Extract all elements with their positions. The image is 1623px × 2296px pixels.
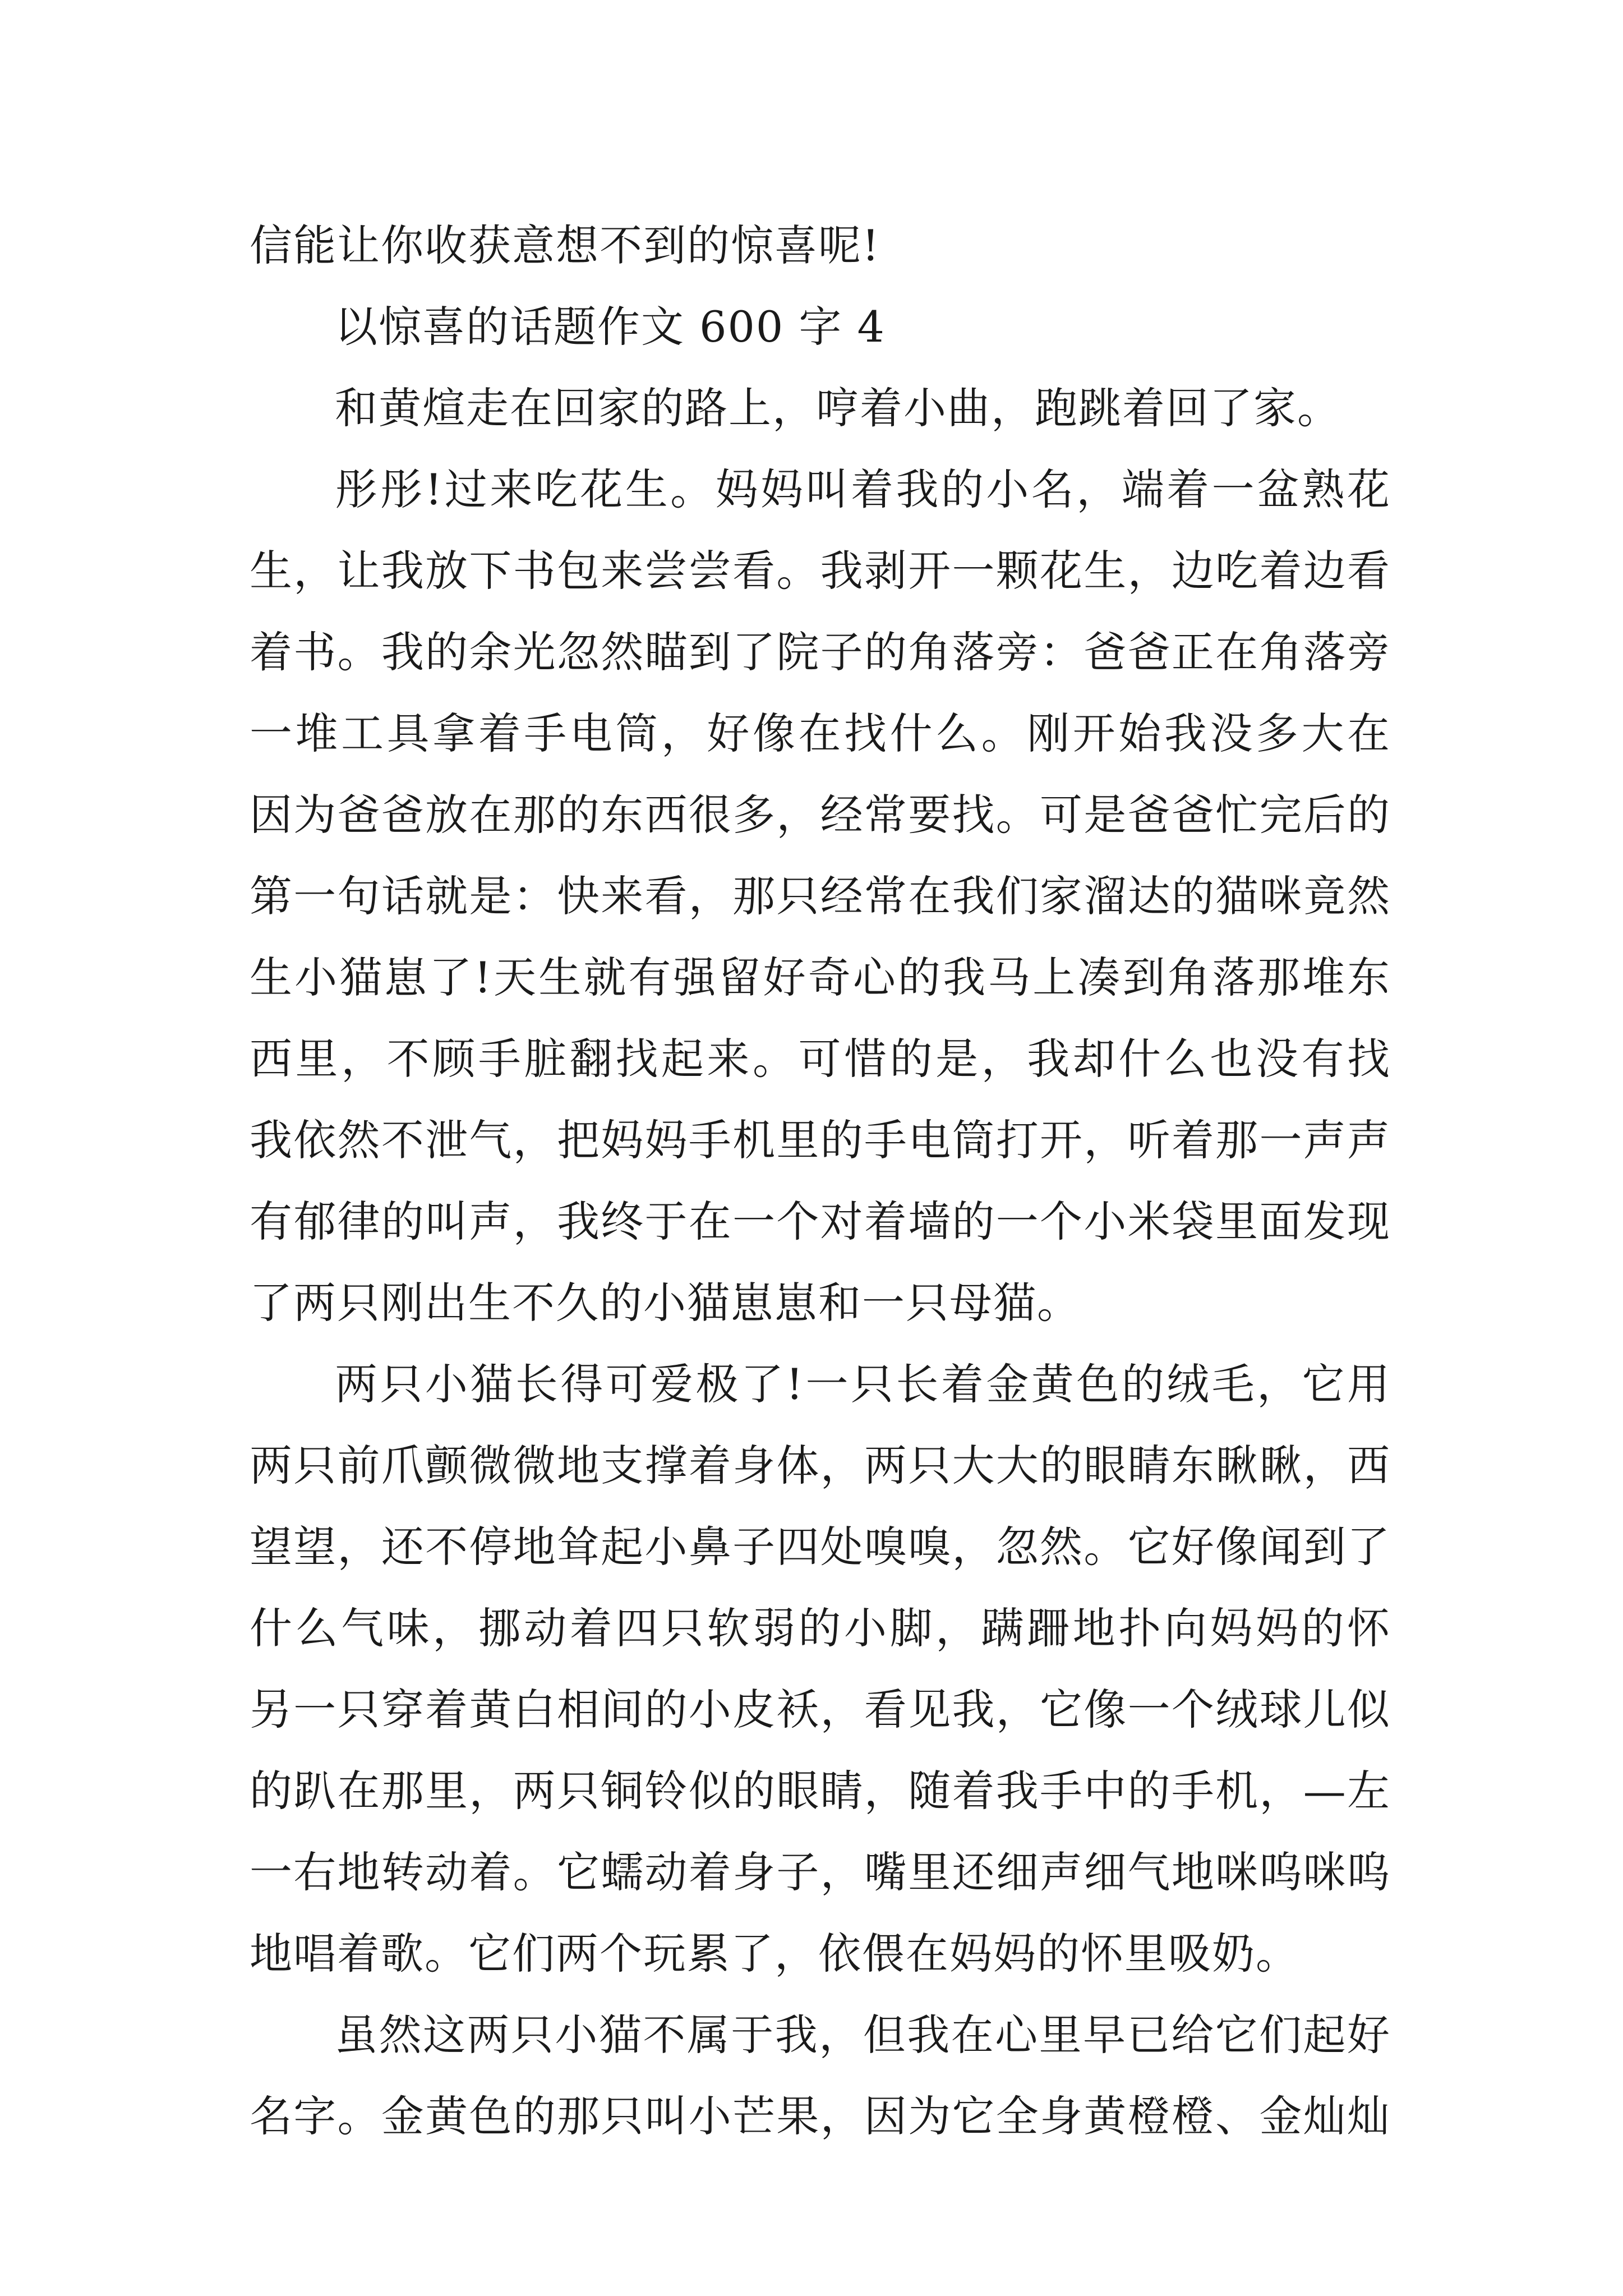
text-line: 一右地转动着。它蠕动着身子，嘴里还细声细气地咪呜咪呜	[250, 1847, 1391, 1897]
text-line: 信能让你收获意想不到的惊喜呢!	[250, 220, 880, 270]
text-line: 名字。金黄色的那只叫小芒果，因为它全身黄橙橙、金灿灿	[250, 2091, 1391, 2141]
text-line: 了两只刚出生不久的小猫崽崽和一只母猫。	[250, 1278, 1081, 1328]
paragraph-first-line: 彤彤!过来吃花生。妈妈叫着我的小名，端着一盆熟花	[335, 464, 1391, 514]
text-line: 着书。我的余光忽然瞄到了院子的角落旁：爸爸正在角落旁	[250, 627, 1391, 677]
text-line: 什么气味，挪动着四只软弱的小脚，蹒跚地扑向妈妈的怀	[250, 1603, 1391, 1653]
text-line: 生小猫崽了!天生就有强留好奇心的我马上凑到角落那堆东	[250, 953, 1391, 1002]
text-line: 西里，不顾手脏翻找起来。可惜的是，我却什么也没有找	[250, 1034, 1391, 1084]
text-line: 地唱着歌。它们两个玩累了，依偎在妈妈的怀里吸奶。	[250, 1929, 1299, 1978]
text-line: 生，让我放下书包来尝尝看。我剥开一颗花生，边吃着边看	[250, 546, 1391, 596]
paragraph-first-line: 虽然这两只小猫不属于我，但我在心里早已给它们起好	[335, 2010, 1391, 2060]
text-line: 因为爸爸放在那的东西很多，经常要找。可是爸爸忙完后的	[250, 790, 1391, 840]
text-line: 两只前爪颤微微地支撑着身体，两只大大的眼睛东瞅瞅，西	[250, 1441, 1391, 1490]
paragraph-first-line: 两只小猫长得可爱极了!一只长着金黄色的绒毛，它用	[335, 1359, 1391, 1409]
text-line: 有郁律的叫声，我终于在一个对着墙的一个小米袋里面发现	[250, 1197, 1391, 1246]
paragraph-first-line: 和黄煊走在回家的路上，哼着小曲，跑跳着回了家。	[335, 383, 1341, 433]
text-line: 的趴在那里，两只铜铃似的眼睛，随着我手中的手机，—左	[250, 1766, 1391, 1816]
text-line: 另一只穿着黄白相间的小皮袄，看见我，它像一个绒球儿似	[250, 1685, 1391, 1734]
text-line: 望望，还不停地耸起小鼻子四处嗅嗅，忽然。它好像闻到了	[250, 1522, 1391, 1572]
text-line: 我依然不泄气，把妈妈手机里的手电筒打开，听着那一声声	[250, 1115, 1391, 1165]
text-line: 一堆工具拿着手电筒，好像在找什么。刚开始我没多大在	[250, 708, 1391, 758]
essay-text	[250, 205, 1391, 2157]
text-line: 第一句话就是：快来看，那只经常在我们家溜达的猫咪竟然	[250, 871, 1391, 921]
essay-title: 以惊喜的话题作文 600 字 4	[335, 302, 886, 352]
